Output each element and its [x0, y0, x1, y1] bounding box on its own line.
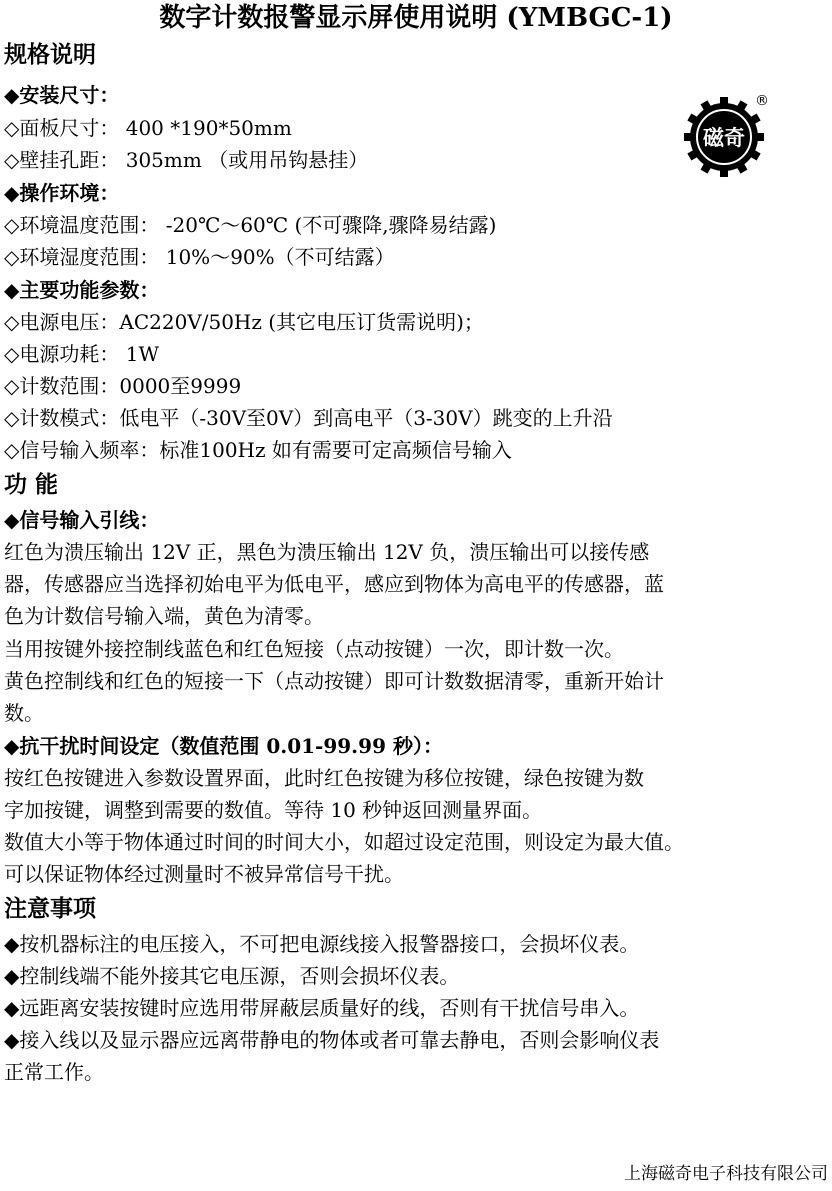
anti-paragraph-line: 数值大小等于物体通过时间的时间大小，如超过设定范围，则设定为最大值。: [4, 830, 684, 854]
gear-logo-icon: [684, 93, 768, 177]
signal-clear-line: 黄色控制线和红色的短接一下（点动按键）即可计数数据清零，重新开始计: [4, 669, 664, 693]
note-item: ◆按机器标注的电压接入，不可把电源线接入报警器接口，会损坏仪表。: [4, 932, 640, 956]
voltage-line: ◇电源电压：AC220V/50Hz (其它电压订货需说明)；: [4, 310, 484, 334]
freq-line: ◇信号输入频率：标准100Hz 如有需要可定高频信号输入: [4, 438, 512, 462]
anti-paragraph-line: 字加按键，调整到需要的数值。等待 10 秒钟返回测量界面。: [4, 798, 543, 822]
spec-heading: 规格说明: [4, 41, 96, 68]
notes-heading: 注意事项: [4, 895, 96, 922]
humidity-line: ◇环境湿度范围： 10%～90%（不可结露）: [4, 245, 395, 269]
anti-interference-heading: ◆抗干扰时间设定（数值范围 0.01-99.99 秒）：: [4, 734, 443, 758]
power-line: ◇电源功耗： 1W: [4, 342, 160, 366]
mode-line: ◇计数模式：低电平（-30V至0V）到高电平（3-30V）跳变的上升沿: [4, 406, 613, 430]
signal-clear-line: 数。: [4, 701, 44, 725]
note-item: ◆控制线端不能外接其它电压源，否则会损坏仪表。: [4, 964, 460, 988]
signal-heading: ◆信号输入引线：: [4, 508, 160, 532]
registered-mark: ®: [755, 93, 768, 109]
function-heading: 功 能: [4, 471, 59, 498]
anti-paragraph-line: 可以保证物体经过测量时不被异常信号干扰。: [4, 862, 404, 886]
params-heading: ◆主要功能参数：: [4, 278, 160, 302]
panel-size-line: ◇面板尺寸： 400 *190*50mm: [4, 116, 292, 140]
logo-text: 磁奇: [703, 126, 745, 150]
install-heading: ◆安装尺寸：: [4, 83, 120, 107]
range-line: ◇计数范围：0000至9999: [4, 374, 242, 398]
env-heading: ◆操作环境：: [4, 181, 120, 205]
anti-paragraph-line: 按红色按键进入参数设置界面，此时红色按键为移位按键，绿色按键为数: [4, 766, 644, 790]
note-item: ◆远距离安装按键时应选用带屏蔽层质量好的线，否则有干扰信号串入。: [4, 996, 640, 1020]
document-title: 数字计数报警显示屏使用说明 (YMBGC-1): [159, 3, 673, 33]
note-item: 正常工作。: [4, 1060, 104, 1084]
signal-count-line: 当用按键外接控制线蓝色和红色短接（点动按键）一次，即计数一次。: [4, 637, 624, 661]
signal-paragraph-line: 红色为溃压输出 12V 正，黑色为溃压输出 12V 负，溃压输出可以接传感: [4, 540, 650, 564]
company-footer: 上海磁奇电子科技有限公司: [624, 1164, 828, 1184]
signal-paragraph-line: 器，传感器应当选择初始电平为低电平，感应到物体为高电平的传感器，蓝: [4, 572, 664, 596]
note-item: ◆接入线以及显示器应远离带静电的物体或者可靠去静电，否则会影响仪表: [4, 1028, 660, 1052]
signal-paragraph-line: 色为计数信号输入端，黄色为清零。: [4, 604, 324, 628]
temp-line: ◇环境温度范围： -20℃～60℃ (不可骤降,骤降易结露): [4, 213, 497, 237]
hole-distance-line: ◇壁挂孔距： 305mm （或用吊钩悬挂）: [4, 148, 369, 172]
